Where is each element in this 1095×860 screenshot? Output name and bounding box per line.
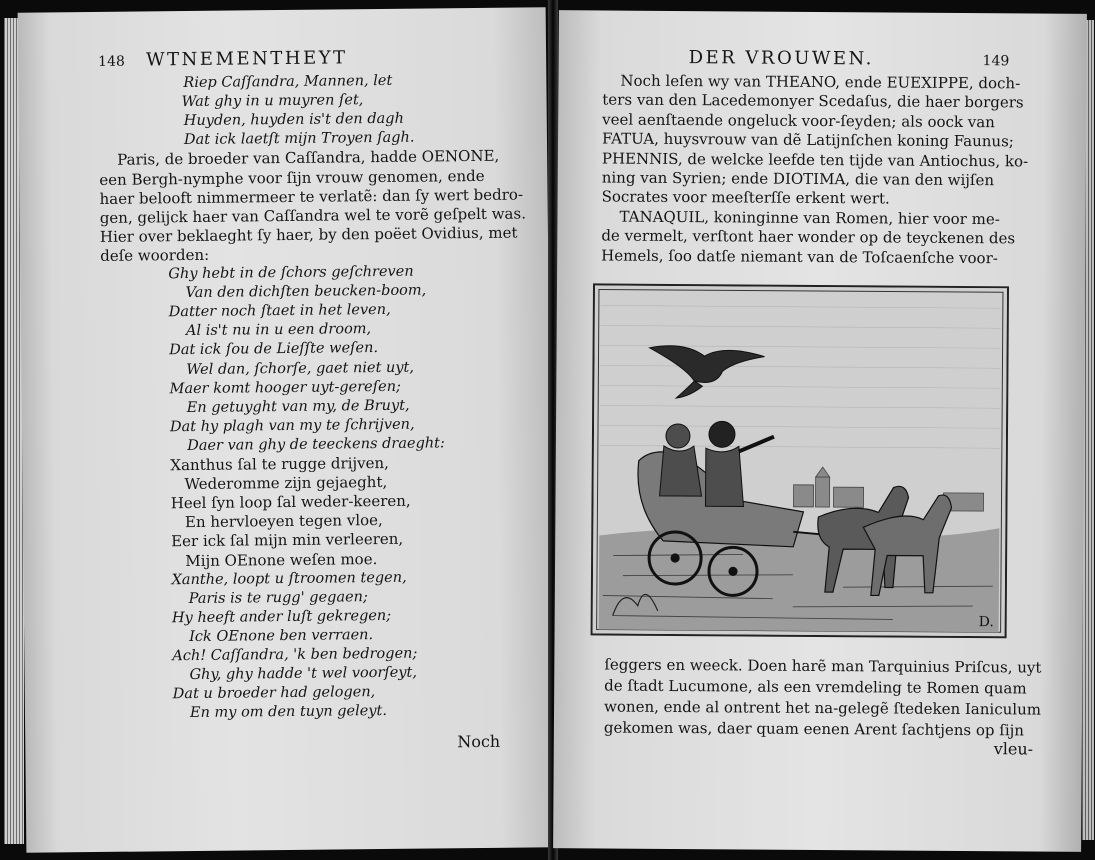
right-page — [553, 10, 1087, 852]
left-text-line: Huyden, huyden is't den dagh — [183, 110, 404, 130]
left-text-line: Daer van ghy de teeckens draeght: — [187, 435, 445, 454]
left-text-line: Dat hy plagh van my te ſchrijven, — [169, 416, 415, 436]
left-text-line: Xanthus ſal te rugge drijven, — [170, 453, 389, 475]
left-text-line: Dat ick laetſt mijn Troyen ſagh. — [183, 129, 415, 149]
left-text-line: Van den dichſten beucken-boom, — [185, 282, 427, 302]
left-text-line: Paris is te rugg' gegaen; — [188, 588, 368, 607]
left-text-line: Wat ghy in u muyren ſet, — [181, 92, 364, 111]
right-text-line: ſeggers en weeck. Doen harẽ man Tarquinius Priſcus, uyt — [604, 655, 1042, 677]
right-text-line: wonen, ende al ontrent het na-gelegẽ ſtedeken Ianiculum — [604, 697, 1042, 719]
left-text-line: gen, gelijck haer van Caſſandra wel te vorẽ geſpelt was. — [99, 204, 527, 227]
left-text-line: En hervloeyen tegen vloe, — [184, 511, 383, 532]
left-page-number: 148 — [98, 53, 125, 70]
left-text-line: haer belooft nimmermeer te verlatẽ: dan ſy wert bedro- — [99, 185, 524, 208]
plate-signature: D. — [978, 614, 994, 631]
engraving-plate — [591, 283, 1009, 638]
left-text-line: Ach! Caſſandra, 'k ben bedrogen; — [172, 645, 418, 665]
left-text-line: Ick OEnone ben verraen. — [189, 626, 374, 645]
left-text-line: Ghy hebt in de ſchors geſchreven — [168, 263, 414, 283]
left-text-line: deſe woorden: — [100, 245, 210, 265]
left-text-line: Maer komt hooger uyt-gereſen; — [169, 378, 401, 397]
left-text-line: Ghy, ghy hadde 't wel voorſeyt, — [189, 664, 418, 684]
right-text-line: ning van Syrien; ende DIOTIMA, die van den wijſen — [601, 168, 995, 190]
left-text-line: En getuyght van my, de Bruyt, — [186, 397, 410, 416]
right-text-line: ters van den Lacedemonyer Scedaſus, die haer borgers — [602, 90, 1024, 112]
left-text-line: Riep Caſſandra, Mannen, let — [183, 72, 393, 92]
engraving-chariot-eagle — [593, 285, 1007, 636]
left-text-line: Eer ick ſal mijn min verleeren, — [171, 530, 404, 551]
left-catchword: Noch — [457, 731, 501, 752]
right-catchword: vleu- — [993, 739, 1034, 759]
left-text-line: Mijn OEnone weſen moe. — [185, 549, 378, 570]
left-text-line: En my om den tuyn geleyt. — [189, 703, 388, 722]
left-text-line: Paris, de broeder van Caſſandra, hadde OENONE, — [117, 147, 500, 170]
left-text-line: Dat u broeder had gelogen, — [172, 684, 376, 703]
right-page-number: 149 — [982, 53, 1010, 70]
left-text-line: Hier over beklaeght ſy haer, by den poëet Ovidius, met — [99, 223, 518, 246]
right-text-line: de vermelt, verſtont haer wonder op de teyckenen des — [601, 226, 1016, 248]
left-text-line: Wederomme zijn gejaeght, — [184, 473, 388, 494]
left-page — [18, 7, 555, 852]
right-text-line: FATUA, huysvrouw van dẽ Latijnſchen koning Faunus; — [601, 129, 1014, 151]
right-text-line: Hemels, ſoo datſe niemant van de Toſcaenſche voor- — [601, 246, 998, 267]
left-text-line: Heel ſyn loop ſal weder-keeren, — [170, 491, 411, 513]
right-text-line: Socrates voor meeſterſſe erkent wert. — [601, 187, 890, 208]
right-running-head: DER VROUWEN. — [688, 47, 874, 70]
right-text-line: PHENNIS, de welcke leefde ten tijde van Antiochus, ko- — [601, 149, 1029, 171]
left-running-head: WTNEMENTHEYT — [146, 47, 348, 71]
right-text-line: veel aenſtaende ongeluck voor-ſeyden; als oock van — [602, 110, 995, 132]
right-text-line: gekomen was, daer quam eenen Arent ſachtjens op ſijn — [603, 718, 1025, 740]
left-text-line: Dat ick ſou de Lieſſte weſen. — [169, 340, 379, 359]
left-text-line: een Bergh-nymphe voor ſijn vrouw genomen, ende — [99, 166, 485, 189]
left-text-line: Xanthe, loopt u ſtroomen tegen, — [171, 569, 407, 588]
right-text-line: Noch leſen wy van THEANO, ende EUEXIPPE, doch- — [620, 71, 1021, 93]
left-text-line: Hy heeft ander luſt gekregen; — [171, 607, 392, 627]
right-text-line: TANAQUIL, koninginne van Romen, hier voor me- — [619, 207, 1000, 229]
left-text-line: Datter noch ſtaet in het leven, — [168, 302, 391, 321]
left-text-line: Wel dan, ſchorſe, gaet niet uyt, — [186, 359, 415, 378]
left-text-line: Al is't nu in u een droom, — [185, 321, 372, 340]
right-text-line: de ſtadt Lucumone, als een vremdeling te Romen quam — [604, 676, 1027, 698]
